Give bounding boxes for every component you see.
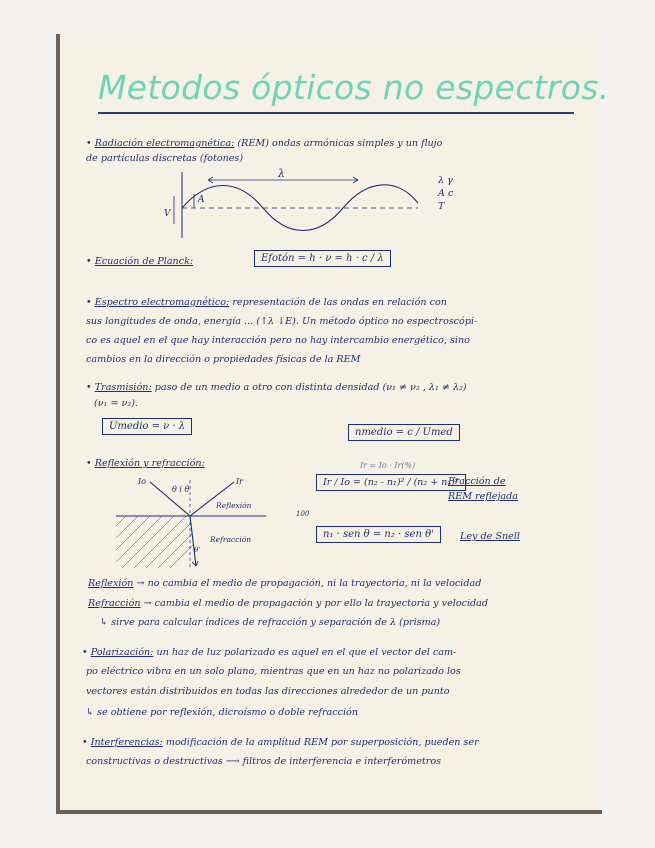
polarizacion-line1: • Polarización: un haz de luz polarizado es aquel en el que el vector del cam- <box>82 647 457 658</box>
interferencias-line1: • Interferencias: modificación de la amplitud REM por superposición, pueden ser <box>82 737 479 748</box>
wave-v-label: V <box>164 209 171 219</box>
refraccion-note-text: → cambia el medio de propagación y por ello la trayectoria y velocidad <box>143 598 489 609</box>
espectro-line1: • Espectro electromagnético: representación de las ondas en relación con <box>86 297 447 308</box>
wave-side-label-3: T <box>438 201 445 212</box>
refraccion-note-label: Refracción <box>88 598 141 609</box>
radiacion-heading: Radiación electromagnética: <box>94 138 235 149</box>
refraction-diagram <box>116 476 266 572</box>
interferencias-line2: constructivas o destructivas ⟶ filtros de interferencia e interferómetros <box>86 756 442 767</box>
snell-formula: n₁ · sen θ = n₂ · sen θ' <box>316 526 441 543</box>
polarizacion-line2: po eléctrico vibra en un solo plano, mientras que en un haz no polarizado los <box>86 666 461 677</box>
fresnel-note-line1: Fracción de <box>448 476 506 487</box>
radiacion-text2: de partículas discretas (fotones) <box>86 153 244 164</box>
espectro-heading: Espectro electromagnético: <box>94 297 230 308</box>
polarizacion-line4: ↳ se obtiene por reflexión, dicroísmo o doble refracción <box>86 707 359 718</box>
espectro-text1: representación de las ondas en relación con <box>232 297 447 308</box>
reflexion-relation: Ir = Io · Ir(%) <box>360 461 416 470</box>
reflexion-row: • Reflexión y refracción: <box>86 458 205 469</box>
refraccion-note <box>88 596 488 611</box>
planck-row: • Ecuación de Planck: <box>86 256 194 267</box>
reflexion-note-text: → no cambia el medio de propagación, ni la trayectoria, ni la velocidad <box>136 578 482 589</box>
transmision-line2: (ν₁ = ν₂). <box>94 398 139 409</box>
angle-label: θ i θ <box>172 485 190 494</box>
wave-lambda-label: λ <box>278 167 285 180</box>
snell-note: Ley de Snell <box>460 531 520 542</box>
reflected-ray-label: Ir <box>236 477 243 486</box>
wave-diagram <box>164 167 428 238</box>
interferencias-text1: modificación de la amplitud REM por superposición, pueden ser <box>165 737 479 748</box>
title-underline <box>98 112 574 114</box>
polarizacion-heading: Polarización: <box>90 647 154 658</box>
planck-formula: Efotón = h · ν = h · c / λ <box>254 250 391 267</box>
incident-ray-label: Io <box>138 477 146 486</box>
espectro-line2: sus longitudes de onda, energía ... (↑λ ↓E). Un método óptico no espectroscópi- <box>86 316 478 327</box>
wave-side-label-2: A c <box>438 188 454 199</box>
page-edge-bottom <box>56 810 602 814</box>
reflexion-diagram-label: Reflexión <box>216 501 252 510</box>
fresnel-side-number: 100 <box>296 510 310 518</box>
reflexion-note <box>88 576 481 591</box>
refraccion-diagram-label: Refracción <box>210 535 252 544</box>
transmision-line1: • Trasmisión: paso de un medio a otro con distinta densidad (ν₁ ≠ ν₂ , λ₁ ≠ λ₂) <box>86 382 467 393</box>
wave-side-label-1: λ γ <box>438 175 453 186</box>
espectro-line3: co es aquel en el que hay interacción pero no hay intercambio energético, sino <box>86 335 470 346</box>
wave-amplitude-label: A <box>198 195 205 205</box>
reflexion-heading: Reflexión y refracción: <box>94 458 205 469</box>
espectro-line4: cambios en la dirección o propiedades físicas de la REM <box>86 354 361 365</box>
radiacion-line1: • Radiación electromagnética: (REM) ondas armónicas simples y un flujo <box>86 138 443 149</box>
refraccion-note-line2: ↳ sirve para calcular índices de refracción y separación de λ (prisma) <box>100 617 441 628</box>
reflexion-note-label: Reflexión <box>88 578 134 589</box>
page-title: Metodos ópticos no espectros. <box>98 68 610 107</box>
polarizacion-text1: un haz de luz polarizado es aquel en el que el vector del cam- <box>156 647 457 658</box>
transmision-formula-velocity: Umedio = ν · λ <box>102 418 192 435</box>
polarizacion-line3: vectores están distribuidos en todas las direcciones alrededor de un punto <box>86 686 450 697</box>
fresnel-note-line2: REM reflejada <box>448 491 518 502</box>
transmision-text1: paso de un medio a otro con distinta densidad (ν₁ ≠ ν₂ , λ₁ ≠ λ₂) <box>154 382 467 393</box>
refracted-angle-label: θ' <box>194 546 201 554</box>
fresnel-formula: Ir / Io = (n₂ - n₁)² / (n₂ + n₁)² <box>316 474 466 491</box>
radiacion-text1: (REM) ondas armónicas simples y un flujo <box>237 138 443 149</box>
notebook-page <box>60 34 610 810</box>
transmision-heading: Trasmisión: <box>94 382 152 393</box>
transmision-formula-index: nmedio = c / Umed <box>348 424 460 441</box>
planck-heading: Ecuación de Planck: <box>94 256 194 267</box>
interferencias-heading: Interferencias: <box>90 737 163 748</box>
